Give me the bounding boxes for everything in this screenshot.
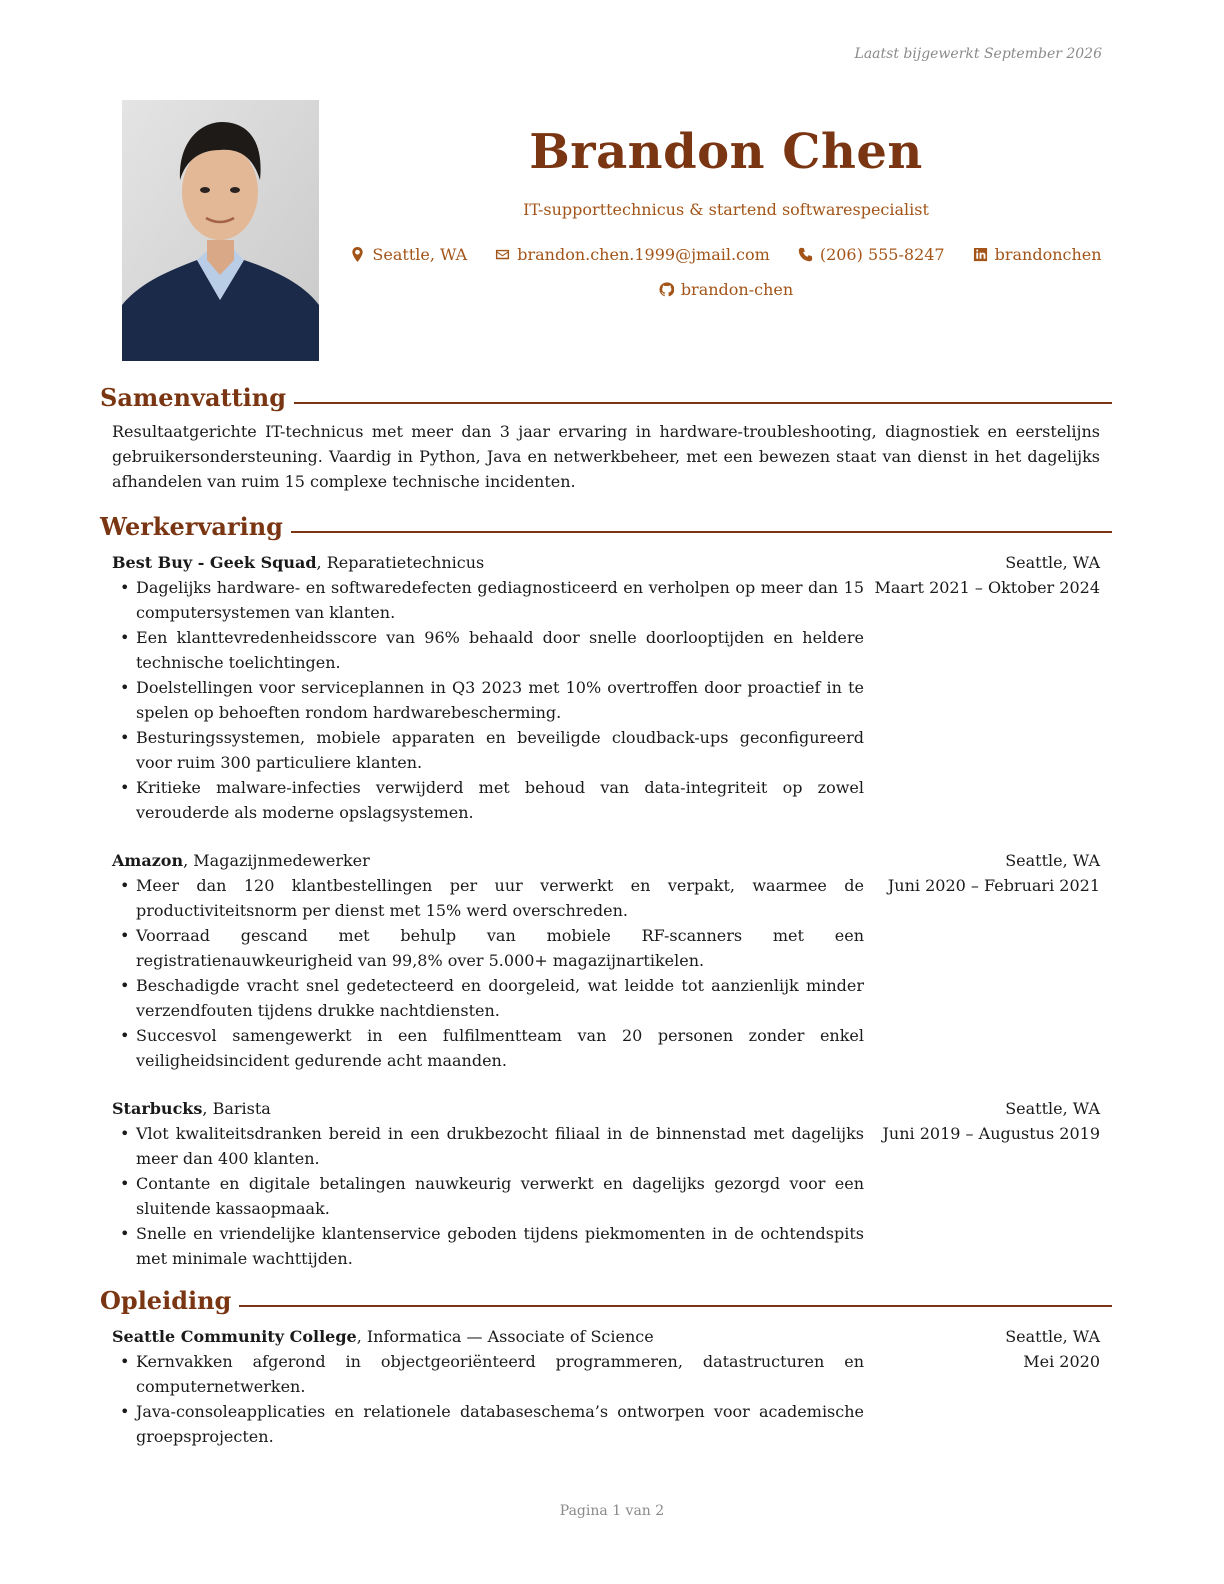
contact-github-text[interactable]: brandon-chen [680,280,794,299]
job-header [112,848,1100,873]
section-divider [291,531,1112,533]
job-title-line [112,1096,271,1121]
envelope-icon [495,247,510,262]
summary-title: Samenvatting [100,383,287,412]
education-entry [112,1324,1100,1449]
education-dates: Mei 2020 [1023,1352,1100,1371]
experience-heading [100,512,1112,542]
contact-location-text: Seattle, WA [372,245,468,264]
job-company: Best Buy - Geek Squad [112,553,317,572]
phone-icon [798,247,813,262]
education-section [100,1286,1112,1449]
list-item: • Kernvakken afgerond in objectgeoriënteerd programmeren, datastructuren en computernetwerken. [112,1349,864,1399]
job-role: , Reparatietechnicus [316,553,485,572]
contact-linkedin[interactable] [973,245,1102,264]
job-role: , Magazijnmedewerker [183,851,370,870]
list-item: • Snelle en vriendelijke klantenservice geboden tijdens piekmomenten in de ochtendspits met minimale wachttijden. [112,1221,864,1271]
job-entry [112,1096,1100,1271]
education-heading [100,1286,1112,1316]
job-header [112,550,1100,575]
contact-email[interactable] [495,245,770,264]
list-item: • Meer dan 120 klantbestellingen per uur verwerkt en verpakt, waarmee de productiviteitsnorm per dienst met 15% werd overschreden. [112,873,864,923]
list-item: • Java-consoleapplicaties en relationele databaseschema’s ontworpen voor academische groepsprojecten. [112,1399,864,1449]
job-entry [112,550,1100,825]
list-item: • Beschadigde vracht snel gedetecteerd en doorgeleid, wat leidde tot aanzienlijk minder verzendfouten tijdens drukke nachtdiensten. [112,973,864,1023]
summary-section [100,383,1112,494]
education-location: Seattle, WA [1005,1327,1100,1346]
job-location: Seattle, WA [1005,1099,1100,1118]
education-title: Opleiding [100,1286,232,1315]
job-company: Starbucks [112,1099,203,1118]
list-item: • Kritieke malware-infecties verwijderd met behoud van data-integriteit op zowel verouderde als moderne opslagsystemen. [112,775,864,825]
education-header [112,1324,1100,1349]
job-dates: Juni 2019 – Augustus 2019 [882,1124,1100,1143]
contact-location [350,245,467,264]
contact-linkedin-text[interactable]: brandonchen [994,245,1102,264]
contact-phone-text[interactable]: (206) 555-8247 [819,245,945,264]
list-item: • Vlot kwaliteitsdranken bereid in een drukbezocht filiaal in de binnenstad met dagelijks meer dan 400 klanten. [112,1121,864,1171]
contact-email-text[interactable]: brandon.chen.1999@jmail.com [517,245,770,264]
list-item: • Een klanttevredenheidsscore van 96% behaald door snelle doorlooptijden en heldere technische toelichtingen. [112,625,864,675]
list-item: • Voorraad gescand met behulp van mobiele RF-scanners met een registratienauwkeurigheid van 99,8% over 5.000+ magazijnartikelen. [112,923,864,973]
list-item: • Contante en digitale betalingen nauwkeurig verwerkt en dagelijks gezorgd voor een sluitende kassaopmaak. [112,1171,864,1221]
github-icon [659,282,674,297]
list-item: • Doelstellingen voor serviceplannen in Q3 2023 met 10% overtroffen door proactief in te spelen op behoeften rondom hardwarebescherming. [112,675,864,725]
job-dates: Maart 2021 – Oktober 2024 [874,578,1100,597]
experience-section [100,512,1112,1271]
job-location: Seattle, WA [1005,851,1100,870]
contact-github[interactable] [659,280,793,299]
profile-photo [122,100,319,361]
job-location: Seattle, WA [1005,553,1100,572]
tagline: IT-supporttechnicus & startend softwarespecialist [523,200,929,219]
section-divider [294,402,1112,404]
job-company: Amazon [112,851,184,870]
job-dates: Juni 2020 – Februari 2021 [887,876,1100,895]
section-divider [239,1305,1112,1307]
last-updated: Laatst bijgewerkt September 2026 [854,46,1102,62]
job-title-line [112,848,370,873]
resume-header [340,118,1112,299]
job-role: , Barista [202,1099,271,1118]
job-bullets [112,873,864,1073]
list-item: • Succesvol samengewerkt in een fulfilmentteam van 20 personen zonder enkel veiligheidsincident gedurende acht maanden. [112,1023,864,1073]
job-header [112,1096,1100,1121]
contact-list [340,245,1112,299]
education-school: Seattle Community College [112,1327,357,1346]
job-bullets [112,1121,864,1271]
education-title-line [112,1324,654,1349]
contact-phone[interactable] [798,245,945,264]
job-entry [112,848,1100,1073]
education-bullets [112,1349,864,1449]
page-number: Pagina 1 van 2 [559,1503,665,1519]
education-degree: , Informatica — Associate of Science [356,1327,654,1346]
location-pin-icon [350,247,365,262]
job-title-line [112,550,484,575]
summary-heading [100,383,1112,413]
linkedin-icon [973,247,988,262]
job-bullets [112,575,864,825]
list-item: • Besturingssystemen, mobiele apparaten en beveiligde cloudback-ups geconfigureerd voor ruim 300 particuliere klanten. [112,725,864,775]
person-name: Brandon Chen [529,124,923,180]
summary-text: Resultaatgerichte IT-technicus met meer dan 3 jaar ervaring in hardware-troubleshooting, diagnostiek en eerstelijns gebruikersondersteuning. Vaardig in Python, Java en netwerkbeheer, met een bewezen staat van dienst in het dagelijks afhandelen van ruim 15 complexe technische incidenten. [112,422,1100,491]
list-item: • Dagelijks hardware- en softwaredefecten gediagnosticeerd en verholpen op meer dan 15 computersystemen van klanten. [112,575,864,625]
experience-title: Werkervaring [100,512,283,541]
